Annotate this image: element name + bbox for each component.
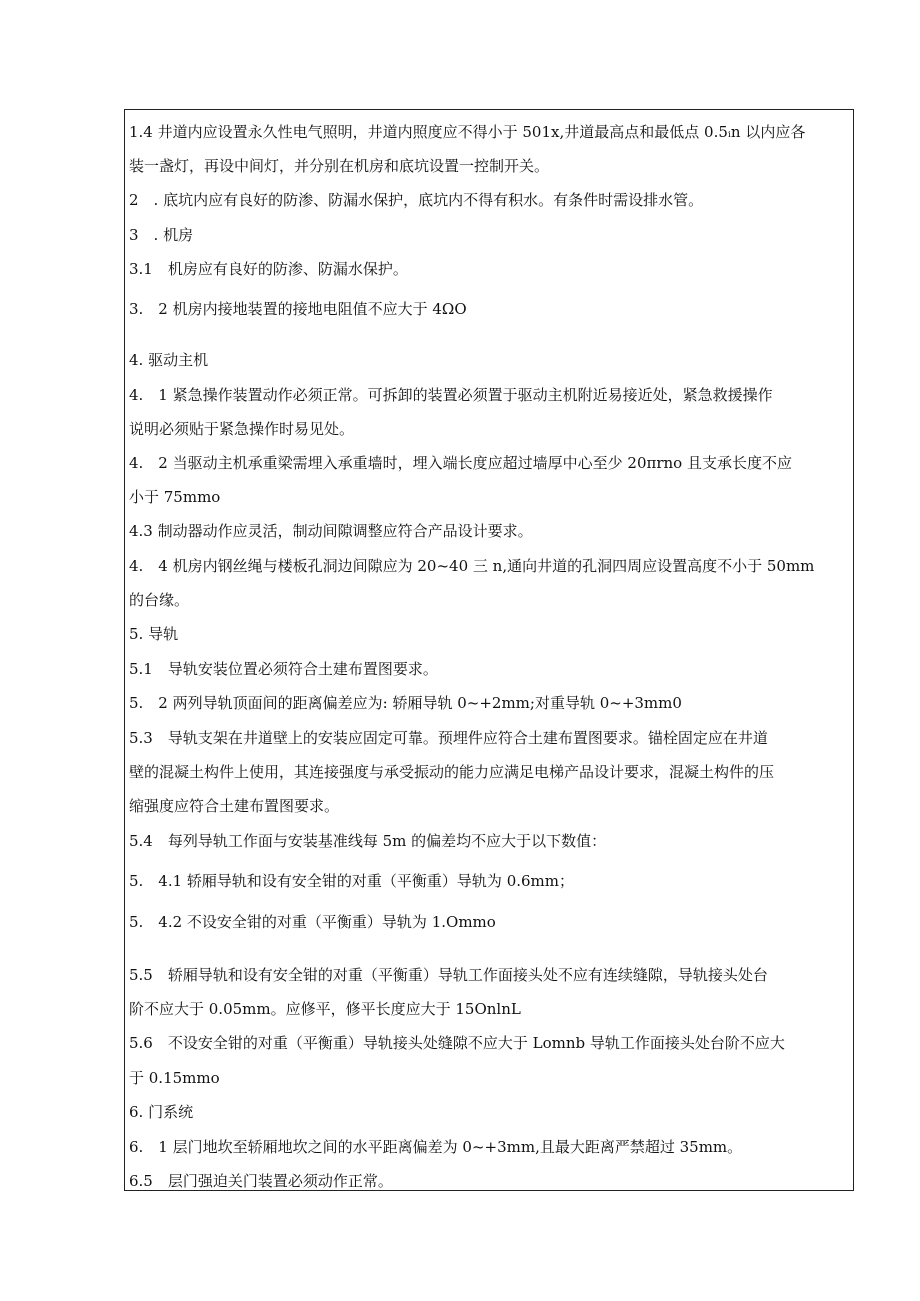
text-line: 缩强度应符合土建布置图要求。 bbox=[129, 797, 340, 815]
section-heading: 4. 驱动主机 bbox=[129, 351, 209, 369]
text-line: 6. 1 层门地坎至轿厢地坎之间的水平距离偏差为 0~+3mm,且最大距离严禁超过 35mm。 bbox=[129, 1138, 743, 1156]
text-line: 5.4 每列导轨工作面与安装基准线每 5m 的偏差均不应大于以下数值： bbox=[129, 832, 607, 850]
text-line: 3. 2 机房内接地装置的接地电阻值不应大于 4ΩO bbox=[129, 300, 467, 318]
text-line: 5. 4.2 不设安全钳的对重（平衡重）导轨为 1.Ommo bbox=[129, 913, 496, 931]
text-line: 于 0.15mmo bbox=[129, 1069, 220, 1087]
text-line: 阶不应大于 0.05mm。应修平，修平长度应大于 15OnlnL bbox=[129, 1000, 521, 1018]
text-line: 4. 4 机房内钢丝绳与楼板孔洞边间隙应为 20~40 三 n,通向井道的孔洞四周应设置高度不小于 50mm bbox=[129, 557, 815, 575]
text-line: 小于 75mmo bbox=[129, 488, 221, 506]
text-line: 5. 2 两列导轨顶面间的距离偏差应为: 轿厢导轨 0~+2mm;对重导轨 0~+3mm0 bbox=[129, 694, 682, 712]
text-line: 2 . 底坑内应有良好的防渗、防漏水保护，底坑内不得有积水。有条件时需设排水管。 bbox=[129, 191, 704, 209]
text-line: 5.1 导轨安装位置必须符合土建布置图要求。 bbox=[129, 660, 438, 678]
section-heading: 6. 门系统 bbox=[129, 1103, 194, 1121]
text-line: 5.6 不设安全钳的对重（平衡重）导轨接头处缝隙不应大于 Lomnb 导轨工作面接头处台阶不应大 bbox=[129, 1034, 785, 1052]
section-heading: 5. 导轨 bbox=[129, 625, 179, 643]
text-line: 1.4 井道内应设置永久性电气照明，井道内照度应不得小于 501x,井道最高点和最低点 0.5ᵢn 以内应各 bbox=[129, 123, 806, 141]
text-line: 4. 2 当驱动主机承重梁需埋入承重墙时，埋入端长度应超过墙厚中心至少 20πrno 且支承长度不应 bbox=[129, 454, 792, 472]
section-heading: 3 . 机房 bbox=[129, 226, 194, 244]
text-line: 的台缘。 bbox=[129, 591, 190, 609]
text-line: 5. 4.1 轿厢导轨和设有安全钳的对重（平衡重）导轨为 0.6mm； bbox=[129, 872, 575, 890]
text-line: 6.5 层门强迫关门装置必须动作正常。 bbox=[129, 1172, 393, 1190]
text-line: 5.3 导轨支架在井道壁上的安装应固定可靠。预埋件应符合土建布置图要求。锚栓固定应在井道 bbox=[129, 729, 768, 747]
text-line: 5.5 轿厢导轨和设有安全钳的对重（平衡重）导轨工作面接头处不应有连续缝隙，导轨接头处台 bbox=[129, 966, 768, 984]
text-line: 4.3 制动器动作应灵活，制动间隙调整应符合产品设计要求。 bbox=[129, 522, 533, 540]
text-line: 3.1 机房应有良好的防渗、防漏水保护。 bbox=[129, 260, 408, 278]
text-line: 装一盏灯，再设中间灯，并分别在机房和底坑设置一控制开关。 bbox=[129, 157, 550, 175]
text-line: 4. 1 紧急操作装置动作必须正常。可拆卸的装置必须置于驱动主机附近易接近处，紧急救援操作 bbox=[129, 386, 773, 404]
text-line: 说明必须贴于紧急操作时易见处。 bbox=[129, 420, 355, 438]
text-line: 壁的混凝土构件上使用，其连接强度与承受振动的能力应满足电梯产品设计要求，混凝土构件的压 bbox=[129, 763, 775, 781]
